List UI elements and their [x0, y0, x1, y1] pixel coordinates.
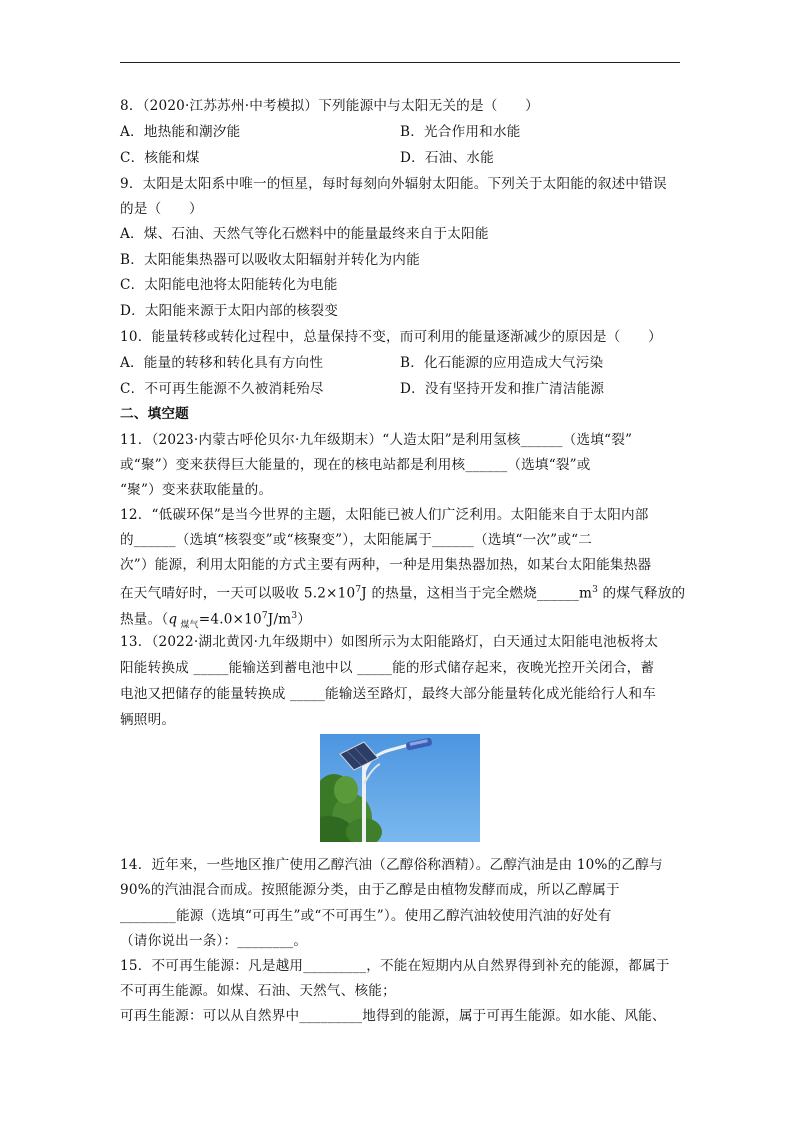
q12-line5-exponent: 7: [261, 611, 268, 621]
q12-line5-part1: 热量。（: [120, 611, 169, 628]
q14-line4: （请你说出一条）：________。: [120, 933, 308, 949]
solar-street-light-image: [320, 734, 480, 842]
q12-line5-close: ）: [297, 611, 312, 628]
q12-cubic-exponent: 3: [592, 585, 599, 595]
q9-option-b: B．太阳能集热器可以吸收太阳辐射并转化为内能: [120, 252, 420, 268]
q15-line3: 可再生能源：可以从自然界中_________地得到的能源，属于可再生能源。如水能、风能、: [120, 1008, 666, 1024]
q11-line3: “聚”）变来获取能量的。: [120, 482, 273, 498]
q14-line3: ________能源（选填“可再生”或“不可再生”）。使用乙醇汽油较使用汽油的好处有: [120, 908, 612, 924]
q12-line4: [120, 580, 685, 604]
q8-stem: 8．（2020·江苏苏州·中考模拟）下列能源中与太阳无关的是（ ）: [120, 98, 539, 114]
q15-line1: 15．不可再生能源：凡是越用_________，不能在短期内从自然界得到补充的能源，都属于: [120, 958, 670, 974]
q10-option-b: B．化石能源的应用造成大气污染: [400, 355, 604, 371]
q9-option-c: C．太阳能电池将太阳能转化为电能: [120, 277, 338, 293]
q11-line2: 或“聚”）变来获得巨大能量的，现在的核电站都是利用核______（选填“裂”或: [120, 457, 591, 473]
q13-line1: 13．（2022·湖北黄冈·九年级期中）如图所示为太阳能路灯，白天通过太阳能电池板将太: [120, 634, 659, 650]
q12-line4-part1: 在天气晴好时，一天可以吸收 5.2×10: [120, 585, 356, 602]
q10-option-c: C．不可再生能源不久被消耗殆尽: [120, 381, 324, 397]
q12-exponent: 7: [355, 585, 362, 595]
q11-line1: 11．（2023·内蒙古呼伦贝尔·九年级期末）“人造太阳”是利用氢核______（选填“裂”: [120, 432, 633, 448]
solar-street-light-drawing: [320, 734, 480, 842]
q12-line5-unit-exponent: 3: [291, 611, 298, 621]
q12-q-symbol: q: [168, 611, 178, 628]
q12-line1: 12．“低碳环保”是当今世界的主题，太阳能已被人们广泛利用。太阳能来自于太阳内部: [120, 507, 649, 523]
q10-option-d: D．没有坚持开发和推广清洁能源: [400, 381, 605, 397]
q10-stem: 10．能量转移或转化过程中，总量保持不变，而可利用的能量逐渐减少的原因是（ ）: [120, 329, 662, 345]
q12-line4-part3: 的煤气释放的: [598, 585, 686, 602]
q8-option-d: D．石油、水能: [400, 150, 494, 166]
q8-option-b: B．光合作用和水能: [400, 124, 521, 140]
q14-line1: 14．近年来，一些地区推广使用乙醇汽油（乙醇俗称酒精）。乙醇汽油是由 10%的乙醇与: [120, 857, 663, 873]
q12-line5: [120, 606, 311, 635]
q12-line3: 次”）能源，利用太阳能的方式主要有两种，一种是用集热器加热，如某台太阳能集热器: [120, 557, 652, 573]
q12-line5-part2: =4.0×10: [198, 611, 262, 628]
q9-option-a: A．煤、石油、天然气等化石燃料中的能量最终来自于太阳能: [120, 226, 489, 242]
q12-line2: 的______（选填“核裂变”或“核聚变”），太阳能属于______（选填“一次”或“二: [120, 532, 593, 548]
q9-option-d: D．太阳能来源于太阳内部的核裂变: [120, 303, 339, 319]
q15-line2: 不可再生能源。如煤、石油、天然气、核能；: [120, 983, 396, 999]
q12-line4-part2: J 的热量，这相当于完全燃烧______m: [361, 585, 593, 602]
q8-option-a: A．地热能和潮汐能: [120, 124, 241, 140]
q13-line4: 辆照明。: [120, 712, 176, 728]
q12-q-subscript: 煤气: [177, 620, 199, 631]
q9-stem-line2: 的是（ ）: [120, 201, 203, 217]
section-heading: 二、填空题: [120, 406, 189, 422]
q14-line2: 90%的汽油混合而成。按照能源分类，由于乙醇是由植物发酵而成，所以乙醇属于: [120, 882, 620, 898]
q9-stem-line1: 9．太阳是太阳系中唯一的恒星，每时每刻向外辐射太阳能。下列关于太阳能的叙述中错误: [120, 176, 667, 192]
q12-line5-unit: J/m: [267, 611, 292, 628]
q10-option-a: A．能量的转移和转化具有方向性: [120, 355, 324, 371]
q13-line3: 电池又把储存的能量转换成 _____能输送至路灯，最终大部分能量转化成光能给行人和车: [120, 686, 657, 702]
q13-line2: 阳能转换成 _____能输送到蓄电池中以 _____能的形式储存起来，夜晚光控开关闭合，蓄: [120, 660, 655, 676]
q8-option-c: C．核能和煤: [120, 150, 200, 166]
header-rule: [120, 62, 680, 63]
